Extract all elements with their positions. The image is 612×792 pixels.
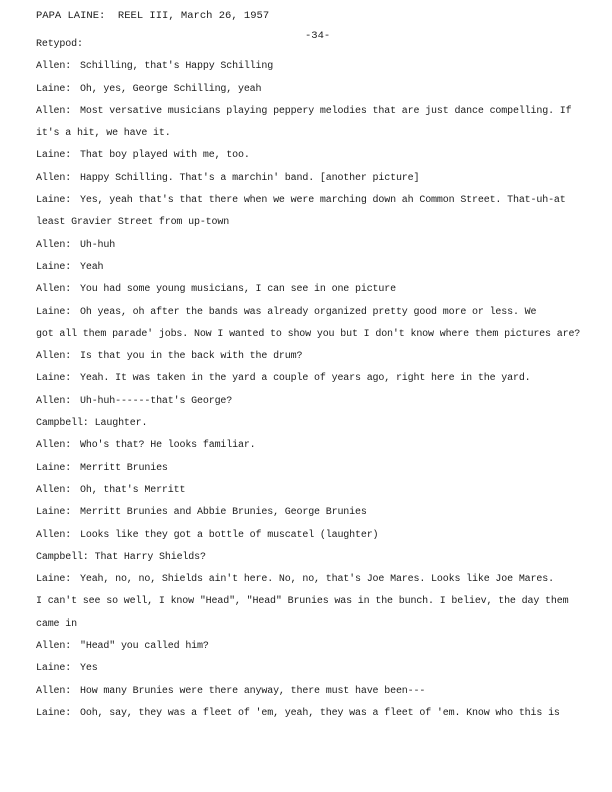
line-text: Laughter. bbox=[94, 418, 148, 430]
transcript-line bbox=[36, 591, 602, 613]
line-text: Most versative musicians playing peppery melodies that are just dance compelling. If bbox=[80, 105, 572, 117]
line-text: got all them parade' jobs. Now I wanted to show you but I don't know where them pictures are? bbox=[36, 328, 581, 340]
speaker-label: Laine: bbox=[36, 306, 72, 318]
transcript-line bbox=[36, 480, 602, 502]
speaker-label: Laine: bbox=[36, 663, 72, 675]
speaker-label: Laine: bbox=[36, 195, 72, 207]
transcript-line bbox=[36, 145, 602, 167]
speaker-label: Allen: bbox=[36, 395, 72, 407]
line-text: Oh, yes, George Schilling, yeah bbox=[80, 83, 262, 95]
speaker-label: Allen: bbox=[36, 239, 72, 251]
line-text: Schilling, that's Happy Schilling bbox=[80, 61, 274, 73]
line-text: Merritt Brunies bbox=[80, 462, 168, 474]
speaker-label: Allen: bbox=[36, 105, 72, 117]
speaker-label: Laine: bbox=[36, 507, 72, 519]
transcript-line bbox=[36, 502, 602, 524]
line-text: Yeah bbox=[80, 261, 104, 273]
line-text: least Gravier Street from up-town bbox=[36, 217, 230, 229]
speaker-label: Laine: bbox=[36, 462, 72, 474]
transcript-line bbox=[36, 257, 602, 279]
transcript-line bbox=[36, 614, 602, 636]
speaker-label: Laine: bbox=[36, 373, 72, 385]
speaker-label: Laine: bbox=[36, 150, 72, 162]
speaker-label: Campbell: bbox=[36, 551, 89, 563]
line-text: Yes bbox=[80, 663, 98, 675]
transcript-line bbox=[36, 235, 602, 257]
line-text: Merritt Brunies and Abbie Brunies, George Brunies bbox=[80, 507, 367, 519]
speaker-label: Retypod: bbox=[36, 39, 83, 50]
line-text: Oh, that's Merritt bbox=[80, 484, 186, 496]
line-text: You had some young musicians, I can see in one picture bbox=[80, 284, 396, 296]
speaker-label: Allen: bbox=[36, 284, 72, 296]
transcript-line bbox=[36, 435, 602, 457]
line-text: Ooh, say, they was a fleet of 'em, yeah, they was a fleet of 'em. Know who this is bbox=[80, 707, 560, 719]
transcript-line bbox=[36, 279, 602, 301]
transcript-lines bbox=[36, 34, 602, 725]
speaker-label: Allen: bbox=[36, 484, 72, 496]
transcript-line bbox=[36, 168, 602, 190]
line-text: Yeah, no, no, Shields ain't here. No, no, that's Joe Mares. Looks like Joe Mares. bbox=[80, 574, 554, 586]
line-text: Uh-huh------that's George? bbox=[80, 395, 233, 407]
line-text: "Head" you called him? bbox=[80, 641, 209, 653]
transcript-line bbox=[36, 324, 602, 346]
line-text: Yes, yeah that's that there when we were marching down ah Common Street. That-uh-at bbox=[80, 195, 566, 207]
speaker-label: Allen: bbox=[36, 529, 72, 541]
line-text: Happy Schilling. That's a marchin' band. [another picture] bbox=[80, 172, 420, 184]
transcript-line bbox=[36, 458, 602, 480]
line-text: Looks like they got a bottle of muscatel (laughter) bbox=[80, 529, 379, 541]
line-text: Who's that? He looks familiar. bbox=[80, 440, 256, 452]
speaker-label: Allen: bbox=[36, 172, 72, 184]
transcript-line bbox=[36, 56, 602, 78]
line-text: That Harry Shields? bbox=[94, 551, 206, 563]
speaker-label: Laine: bbox=[36, 574, 72, 586]
line-text: came in bbox=[36, 618, 77, 630]
speaker-label: Allen: bbox=[36, 641, 72, 653]
speaker-label: Allen: bbox=[36, 61, 72, 73]
line-text: Uh-huh bbox=[80, 239, 116, 251]
transcript-line bbox=[36, 34, 602, 56]
transcript-line bbox=[36, 703, 602, 725]
transcript-line bbox=[36, 212, 602, 234]
transcript-line bbox=[36, 346, 602, 368]
transcript-line bbox=[36, 547, 602, 569]
transcript-line bbox=[36, 302, 602, 324]
line-text: Oh yeas, oh after the bands was already organized pretty good more or less. We bbox=[80, 306, 537, 318]
speaker-label: Allen: bbox=[36, 440, 72, 452]
transcript-line bbox=[36, 413, 602, 435]
line-text: I can't see so well, I know "Head", "Head" Brunies was in the bunch. I believ, the day them bbox=[36, 596, 569, 608]
transcript-line bbox=[36, 79, 602, 101]
transcript-line bbox=[36, 190, 602, 212]
speaker-label: Allen: bbox=[36, 685, 72, 697]
transcript-line bbox=[36, 569, 602, 591]
line-text: Yeah. It was taken in the yard a couple of years ago, right here in the yard. bbox=[80, 373, 531, 385]
transcript-line bbox=[36, 658, 602, 680]
speaker-label: Laine: bbox=[36, 261, 72, 273]
line-text: Is that you in the back with the drum? bbox=[80, 351, 303, 363]
line-text: it's a hit, we have it. bbox=[36, 128, 171, 140]
transcript-line bbox=[36, 101, 602, 123]
transcript-line bbox=[36, 525, 602, 547]
speaker-label: Laine: bbox=[36, 83, 72, 95]
page-header: PAPA LAINE: REEL III, March 26, 1957 bbox=[36, 10, 270, 22]
line-text: That boy played with me, too. bbox=[80, 150, 250, 162]
speaker-label: Laine: bbox=[36, 707, 72, 719]
speaker-label: Campbell: bbox=[36, 418, 89, 430]
speaker-label: Allen: bbox=[36, 351, 72, 363]
transcript-line bbox=[36, 681, 602, 703]
page-number: -34- bbox=[305, 30, 331, 42]
transcript-line bbox=[36, 391, 602, 413]
transcript-line bbox=[36, 636, 602, 658]
line-text: How many Brunies were there anyway, there must have been--- bbox=[80, 685, 426, 697]
transcript-line bbox=[36, 368, 602, 390]
transcript-line bbox=[36, 123, 602, 145]
